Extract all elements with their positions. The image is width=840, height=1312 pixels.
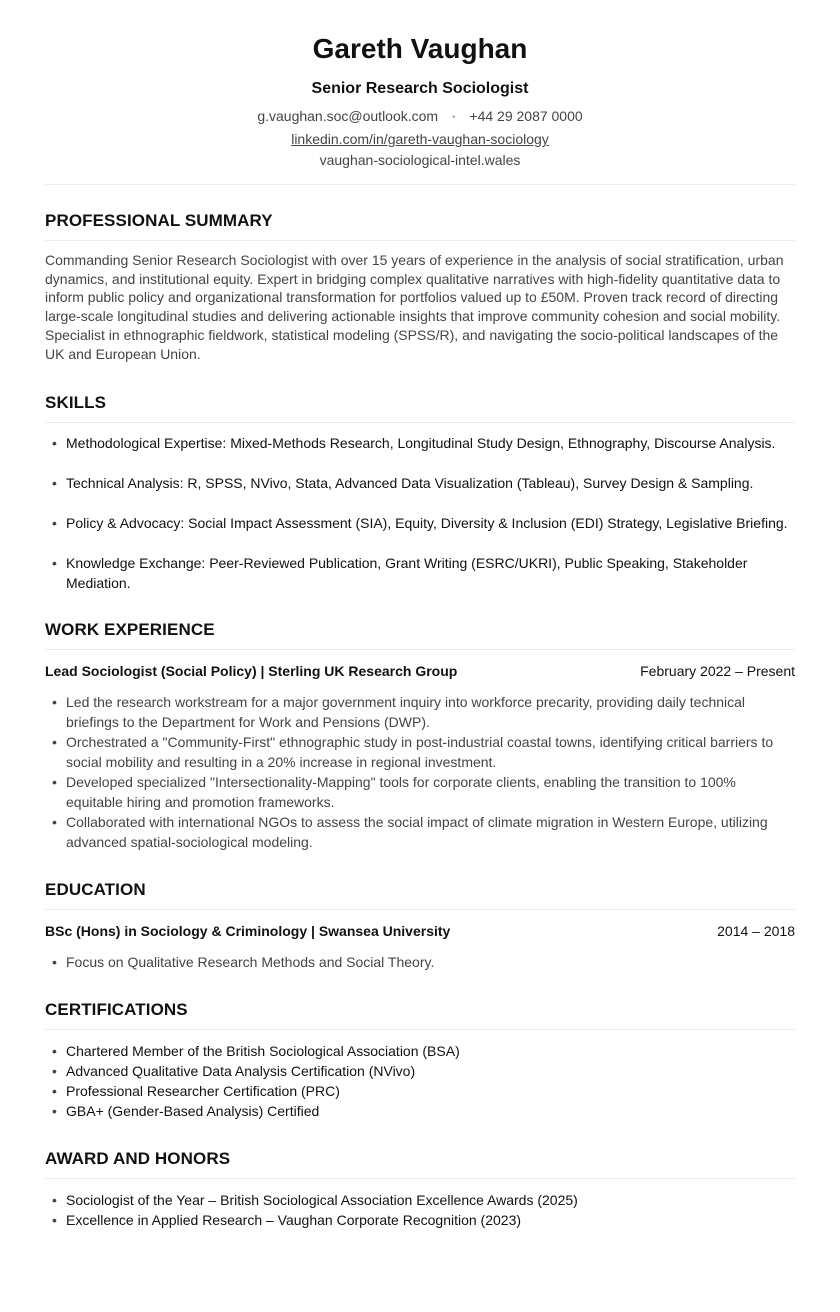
job-role: Lead Sociologist (Social Policy) | Sterling UK Research Group bbox=[45, 663, 458, 680]
education-bullet: • Focus on Qualitative Research Methods and Social Theory. bbox=[45, 952, 795, 972]
certifications-heading: CERTIFICATIONS bbox=[45, 999, 795, 1030]
linkedin-link[interactable]: linkedin.com/in/gareth-vaughan-sociology bbox=[291, 131, 549, 147]
education-date: 2014 – 2018 bbox=[717, 923, 795, 940]
job-date: February 2022 – Present bbox=[640, 663, 795, 680]
skills-section bbox=[45, 392, 795, 593]
skills-list bbox=[45, 433, 795, 593]
candidate-name: Gareth Vaughan bbox=[312, 33, 528, 64]
phone-text[interactable]: +44 29 2087 0000 bbox=[469, 108, 583, 124]
contact-separator: • bbox=[451, 112, 456, 123]
certifications-section bbox=[45, 999, 795, 1121]
education-section bbox=[45, 879, 795, 972]
certification-item: • GBA+ (Gender-Based Analysis) Certified bbox=[45, 1101, 795, 1121]
awards-heading: AWARD AND HONORS bbox=[45, 1148, 795, 1179]
job-bullets bbox=[45, 692, 795, 852]
job-bullet: • Orchestrated a "Community-First" ethnographic study in post-industrial coastal towns, identifying critical barriers to social mobility and resulting in a 20% increase in regional investment. bbox=[45, 732, 795, 772]
certification-item: • Advanced Qualitative Data Analysis Certification (NVivo) bbox=[45, 1061, 795, 1081]
experience-section bbox=[45, 619, 795, 852]
skill-item: • Methodological Expertise: Mixed-Methods Research, Longitudinal Study Design, Ethnography, Discourse Analysis. bbox=[45, 433, 795, 453]
job-header bbox=[45, 661, 795, 681]
education-heading: EDUCATION bbox=[45, 879, 795, 910]
certifications-list bbox=[45, 1041, 795, 1121]
resume-header bbox=[45, 0, 795, 185]
header-divider bbox=[45, 184, 795, 185]
award-item: • Excellence in Applied Research – Vaughan Corporate Recognition (2023) bbox=[45, 1210, 795, 1230]
email-text[interactable]: g.vaughan.soc@outlook.com bbox=[257, 108, 439, 124]
summary-section bbox=[45, 210, 795, 363]
candidate-title: Senior Research Sociologist bbox=[311, 80, 529, 97]
skills-heading: SKILLS bbox=[45, 392, 795, 423]
education-bullets bbox=[45, 952, 795, 972]
awards-section bbox=[45, 1148, 795, 1230]
job-bullet: • Collaborated with international NGOs to assess the social impact of climate migration in Western Europe, utilizing advanced spatial-sociological modeling. bbox=[45, 812, 795, 852]
job-bullet: • Developed specialized "Intersectionality-Mapping" tools for corporate clients, enabling the transition to 100% equitable hiring and promotion frameworks. bbox=[45, 772, 795, 812]
certification-item: • Professional Researcher Certification (PRC) bbox=[45, 1081, 795, 1101]
education-header bbox=[45, 921, 795, 941]
certification-item: • Chartered Member of the British Sociological Association (BSA) bbox=[45, 1041, 795, 1061]
contact-line bbox=[45, 106, 795, 129]
skill-item: • Knowledge Exchange: Peer-Reviewed Publication, Grant Writing (ESRC/UKRI), Public Speaking, Stakeholder Mediation. bbox=[45, 553, 795, 593]
linkedin-line bbox=[45, 129, 795, 150]
skill-item: • Technical Analysis: R, SPSS, NVivo, Stata, Advanced Data Visualization (Tableau), Survey Design & Sampling. bbox=[45, 473, 795, 493]
awards-list bbox=[45, 1190, 795, 1230]
award-item: • Sociologist of the Year – British Sociological Association Excellence Awards (2025) bbox=[45, 1190, 795, 1210]
website-line bbox=[45, 150, 795, 171]
website-text[interactable]: vaughan-sociological-intel.wales bbox=[319, 152, 521, 168]
skill-item: • Policy & Advocacy: Social Impact Assessment (SIA), Equity, Diversity & Inclusion (EDI) Strategy, Legislative Briefing. bbox=[45, 513, 795, 533]
experience-heading: WORK EXPERIENCE bbox=[45, 619, 795, 650]
degree-title: BSc (Hons) in Sociology & Criminology | Swansea University bbox=[45, 923, 451, 940]
summary-text: Commanding Senior Research Sociologist with over 15 years of experience in the analysis of social stratification, urban dynamics, and institutional equity. Expert in bridging complex qualitative narratives with high-fidelity quantitative data to inform public policy and organizational transformation for portfolios valued up to £50M. Proven track record of directing large-scale longitudinal studies and delivering actionable insights that improve community cohesion and social mobility. Specialist in ethnographic fieldwork, statistical modeling (SPSS/R), and navigating the socio-political landscapes of the UK and European Union. bbox=[45, 252, 784, 362]
summary-heading: PROFESSIONAL SUMMARY bbox=[45, 210, 795, 241]
job-bullet: • Led the research workstream for a major government inquiry into workforce precarity, providing daily technical briefings to the Department for Work and Pensions (DWP). bbox=[45, 692, 795, 732]
